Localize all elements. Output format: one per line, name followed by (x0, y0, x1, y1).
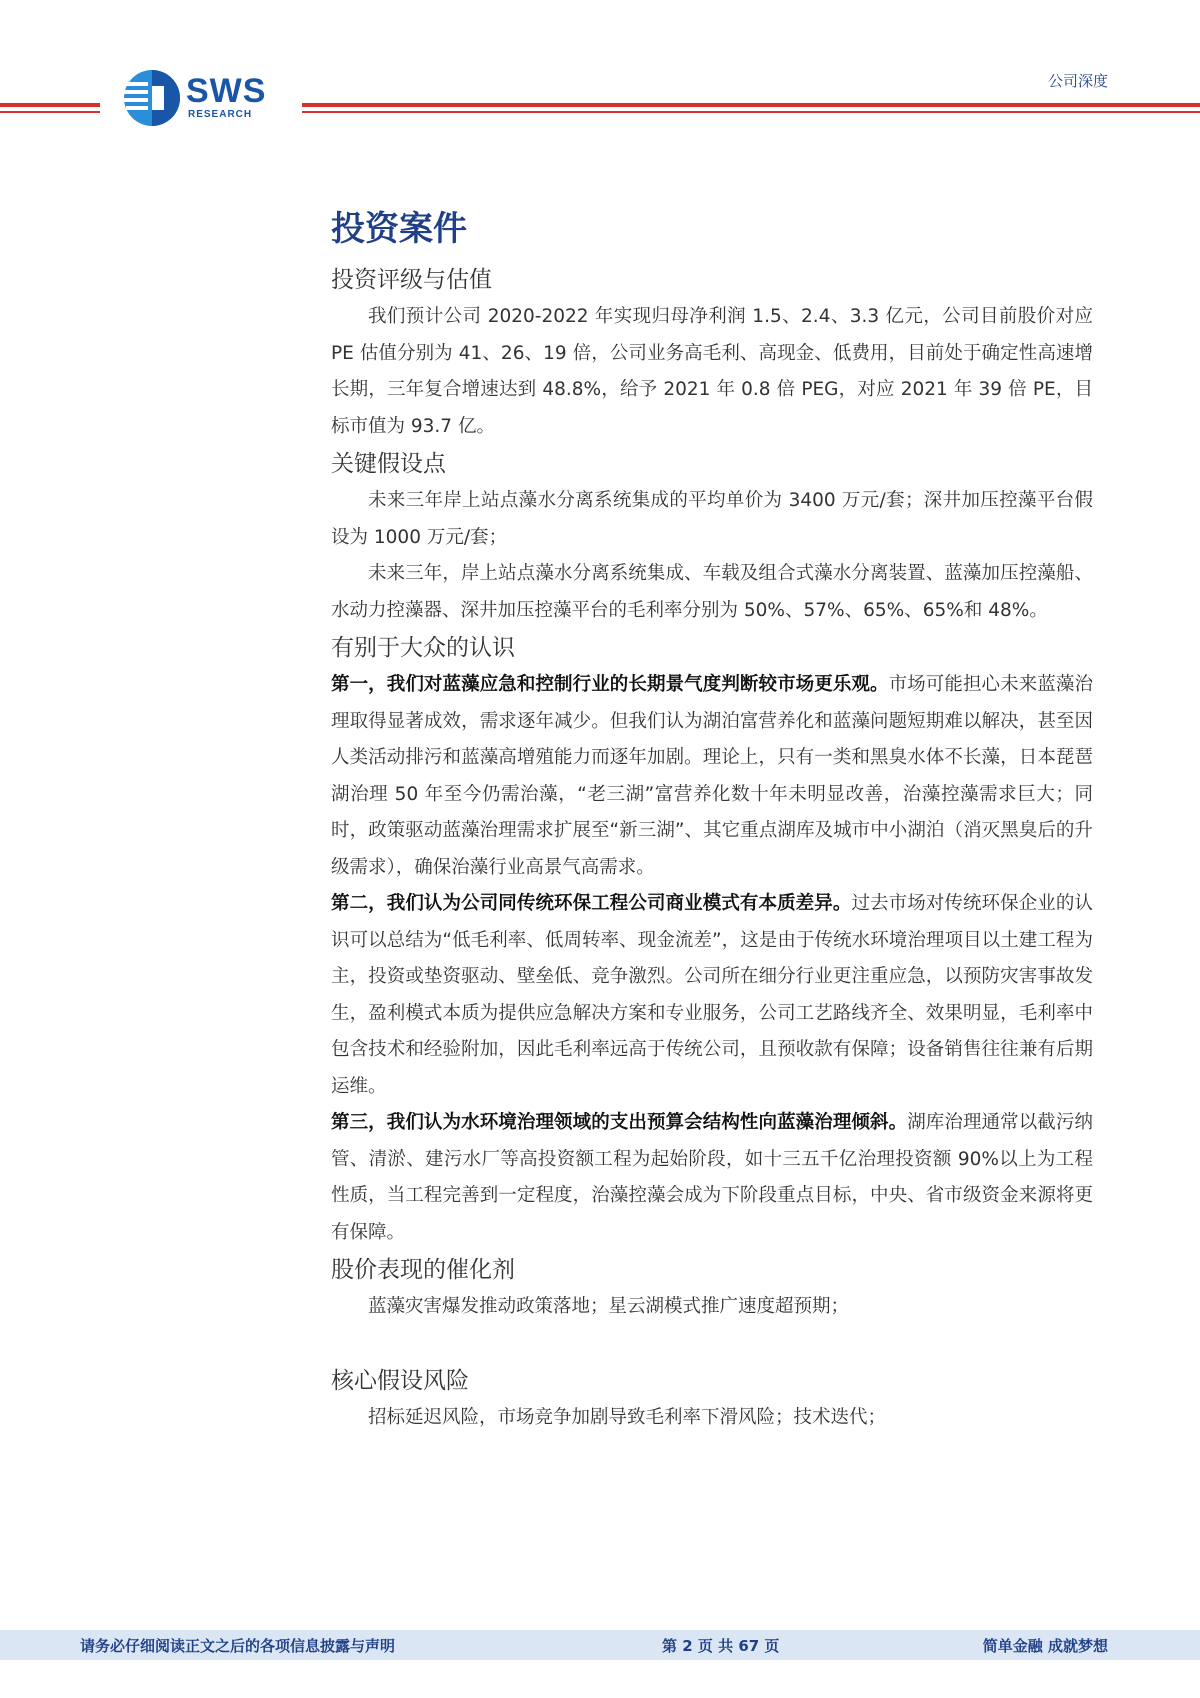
main-content (331, 205, 1093, 1436)
different-point-2-bold: 第二，我们认为公司同传统环保工程公司商业模式有本质差异。 (331, 893, 852, 914)
header-rule-left-thin (0, 111, 100, 113)
section-heading-rating: 投资评级与估值 (331, 267, 492, 293)
logo-text: SWS (186, 72, 267, 110)
different-point-2-text: 过去市场对传统环保企业的认识可以总结为“低毛利率、低周转率、现金流差”，这是由于传统水环境治理项目以土建工程为主，投资或垫资驱动、壁垒低、竞争激烈。公司所在细分行业更注重应急，以预防灾害事故发生，盈利模式本质为提供应急解决方案和专业服务，公司工艺路线齐全、效果明显，毛利率中包含技术和经验附加，因此毛利率远高于传统公司，且预收款有保障；设备销售往往兼有后期运维。 (331, 893, 1093, 1097)
different-paragraph-1 (331, 667, 1093, 886)
sws-logo (122, 66, 282, 130)
rating-paragraph: 我们预计公司 2020-2022 年实现归母净利润 1.5、2.4、3.3 亿元，公司目前股价对应 PE 估值分别为 41、26、19 倍，公司业务高毛利、高现金、低费用，目前处于确定性高速增长期，三年复合增速达到 48.8%，给予 2021 年 0.8 倍 PEG，对应 2021 年 39 倍 PE，目标市值为 93.7 亿。 (331, 306, 1093, 437)
section-heading-assumptions: 关键假设点 (331, 451, 446, 477)
section-heading-risk: 核心假设风险 (331, 1367, 469, 1394)
assumptions-paragraph-1: 未来三年岸上站点藻水分离系统集成的平均单价为 3400 万元/套；深井加压控藻平台假设为 1000 万元/套； (331, 490, 1093, 548)
section-spacer (331, 1326, 1093, 1362)
catalyst-paragraph: 蓝藻灾害爆发推动政策落地；星云湖模式推广速度超预期； (368, 1296, 850, 1317)
header-rule-right-thin (302, 111, 1200, 113)
different-point-3-text: 湖库治理通常以截污纳管、清淤、建污水厂等高投资额工程为起始阶段，如十三五千亿治理投资额 90%以上为工程性质，当工程完善到一定程度，治藻控藻会成为下阶段重点目标，中央、省市级资金来源将更有保障。 (331, 1112, 1093, 1243)
different-point-3-bold: 第三，我们认为水环境治理领域的支出预算会结构性向蓝藻治理倾斜。 (331, 1112, 908, 1133)
report-type-label: 公司深度 (1047, 72, 1108, 90)
different-paragraph-2 (331, 886, 1093, 1105)
different-point-1-bold: 第一，我们对蓝藻应急和控制行业的长期景气度判断较市场更乐观。 (331, 674, 889, 695)
different-point-1-text: 市场可能担心未来蓝藻治理取得显著成效，需求逐年减少。但我们认为湖泊富营养化和蓝藻问题短期难以解决，甚至因人类活动排污和蓝藻高增殖能力而逐年加剧。理论上，只有一类和黑臭水体不长藻，日本琵琶湖治理 50 年至今仍需治藻，“老三湖”富营养化数十年未明显改善，治藻控藻需求巨大；同时，政策驱动蓝藻治理需求扩展至“新三湖”、其它重点湖库及城市中小湖泊（消灭黑臭后的升级需求），确保治藻行业高景气高需求。 (331, 674, 1093, 878)
logo-subtext: RESEARCH (188, 109, 253, 120)
section-heading-different: 有别于大众的认识 (331, 635, 515, 661)
page-title: 投资案件 (331, 209, 467, 249)
header-rule-left (0, 103, 100, 107)
header-rule-right (302, 103, 1200, 107)
assumptions-paragraph-2: 未来三年，岸上站点藻水分离系统集成、车载及组合式藻水分离装置、蓝藻加压控藻船、水动力控藻器、深井加压控藻平台的毛利率分别为 50%、57%、65%、65%和 48%。 (331, 563, 1093, 621)
different-paragraph-3 (331, 1105, 1093, 1251)
footer-page-number: 第 2 页 共 67 页 (662, 1637, 780, 1655)
sws-globe-icon (122, 68, 182, 128)
section-heading-catalyst: 股价表现的催化剂 (331, 1257, 515, 1283)
risk-paragraph: 招标延迟风险，市场竞争加剧导致毛利率下滑风险；技术迭代； (368, 1406, 887, 1428)
page-footer (0, 1630, 1200, 1660)
footer-disclaimer: 请务必仔细阅读正文之后的各项信息披露与声明 (80, 1637, 396, 1655)
footer-slogan: 简单金融 成就梦想 (982, 1637, 1108, 1655)
